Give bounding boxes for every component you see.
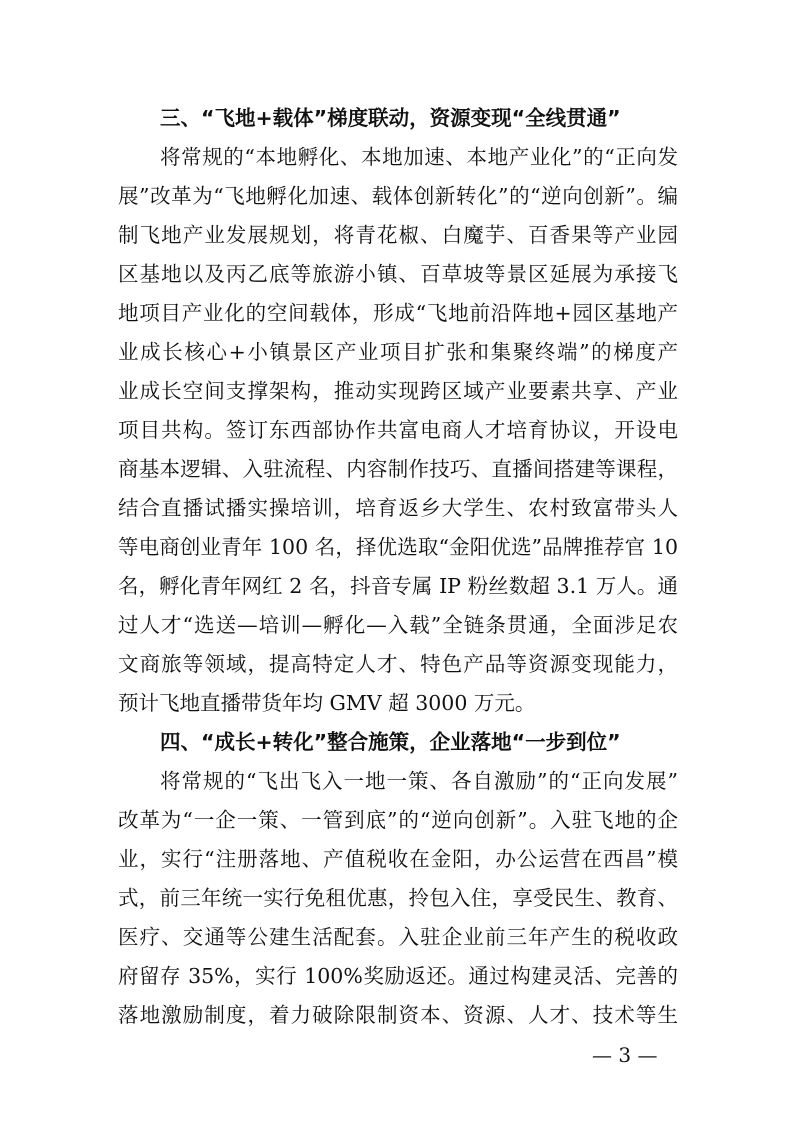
paragraph-line: 区基地以及丙乙底等旅游小镇、百草坡等景区延展为承接飞 [118,262,678,286]
paragraph-line: 业成长空间支撑架构，推动实现跨区域产业要素共享、产业 [118,379,678,403]
paragraph-line: 过人才“选送—培训—孵化—入载”全链条贯通，全面涉足农 [118,613,678,637]
paragraph-line: 落地激励制度，着力破除限制资本、资源、人才、技术等生 [118,1003,678,1027]
paragraph-line: 业成长核心+小镇景区产业项目扩张和集聚终端”的梯度产 [118,340,678,364]
paragraph-line: 结合直播试播实操培训，培育返乡大学生、农村致富带头人 [118,496,678,520]
paragraph-line: 名，孵化青年网红 2 名，抖音专属 IP 粉丝数超 3.1 万人。通 [118,574,678,598]
paragraph-line: 将常规的“飞出飞入一地一策、各自激励”的“正向发展” [160,769,678,793]
paragraph-line: 府留存 35%，实行 100%奖励返还。通过构建灵活、完善的 [118,964,678,988]
paragraph-line: 式，前三年统一实行免租优惠，拎包入住，享受民生、教育、 [118,886,678,910]
paragraph-line: 改革为“一企一策、一管到底”的“逆向创新”。入驻飞地的企 [118,808,678,832]
paragraph-line: 商基本逻辑、入驻流程、内容制作技巧、直播间搭建等课程， [118,457,678,481]
paragraph-line: 预计飞地直播带货年均 GMV 超 3000 万元。 [118,691,536,715]
paragraph-line: 等电商创业青年 100 名，择优选取“金阳优选”品牌推荐官 10 [118,535,678,559]
page-number: — 3 — [592,1043,658,1067]
paragraph-line: 地项目产业化的空间载体，形成“飞地前沿阵地+园区基地产 [118,301,678,325]
paragraph-line: 制飞地产业发展规划，将青花椒、白魔芋、百香果等产业园 [118,223,678,247]
paragraph-line: 医疗、交通等公建生活配套。入驻企业前三年产生的税收政 [118,925,678,949]
paragraph-line: 将常规的“本地孵化、本地加速、本地产业化”的“正向发 [160,145,678,169]
paragraph-line: 展”改革为“飞地孵化加速、载体创新转化”的“逆向创新”。编 [118,184,678,208]
paragraph-line: 项目共构。签订东西部协作共富电商人才培育协议，开设电 [118,418,678,442]
section-heading: 三、“飞地+载体”梯度联动，资源变现“全线贯通” [160,106,621,130]
paragraph-line: 文商旅等领域，提高特定人才、特色产品等资源变现能力， [118,652,678,676]
paragraph-line: 业，实行“注册落地、产值税收在金阳，办公运营在西昌”模 [118,847,678,871]
section-heading: 四、“成长+转化”整合施策，企业落地“一步到位” [160,730,621,754]
